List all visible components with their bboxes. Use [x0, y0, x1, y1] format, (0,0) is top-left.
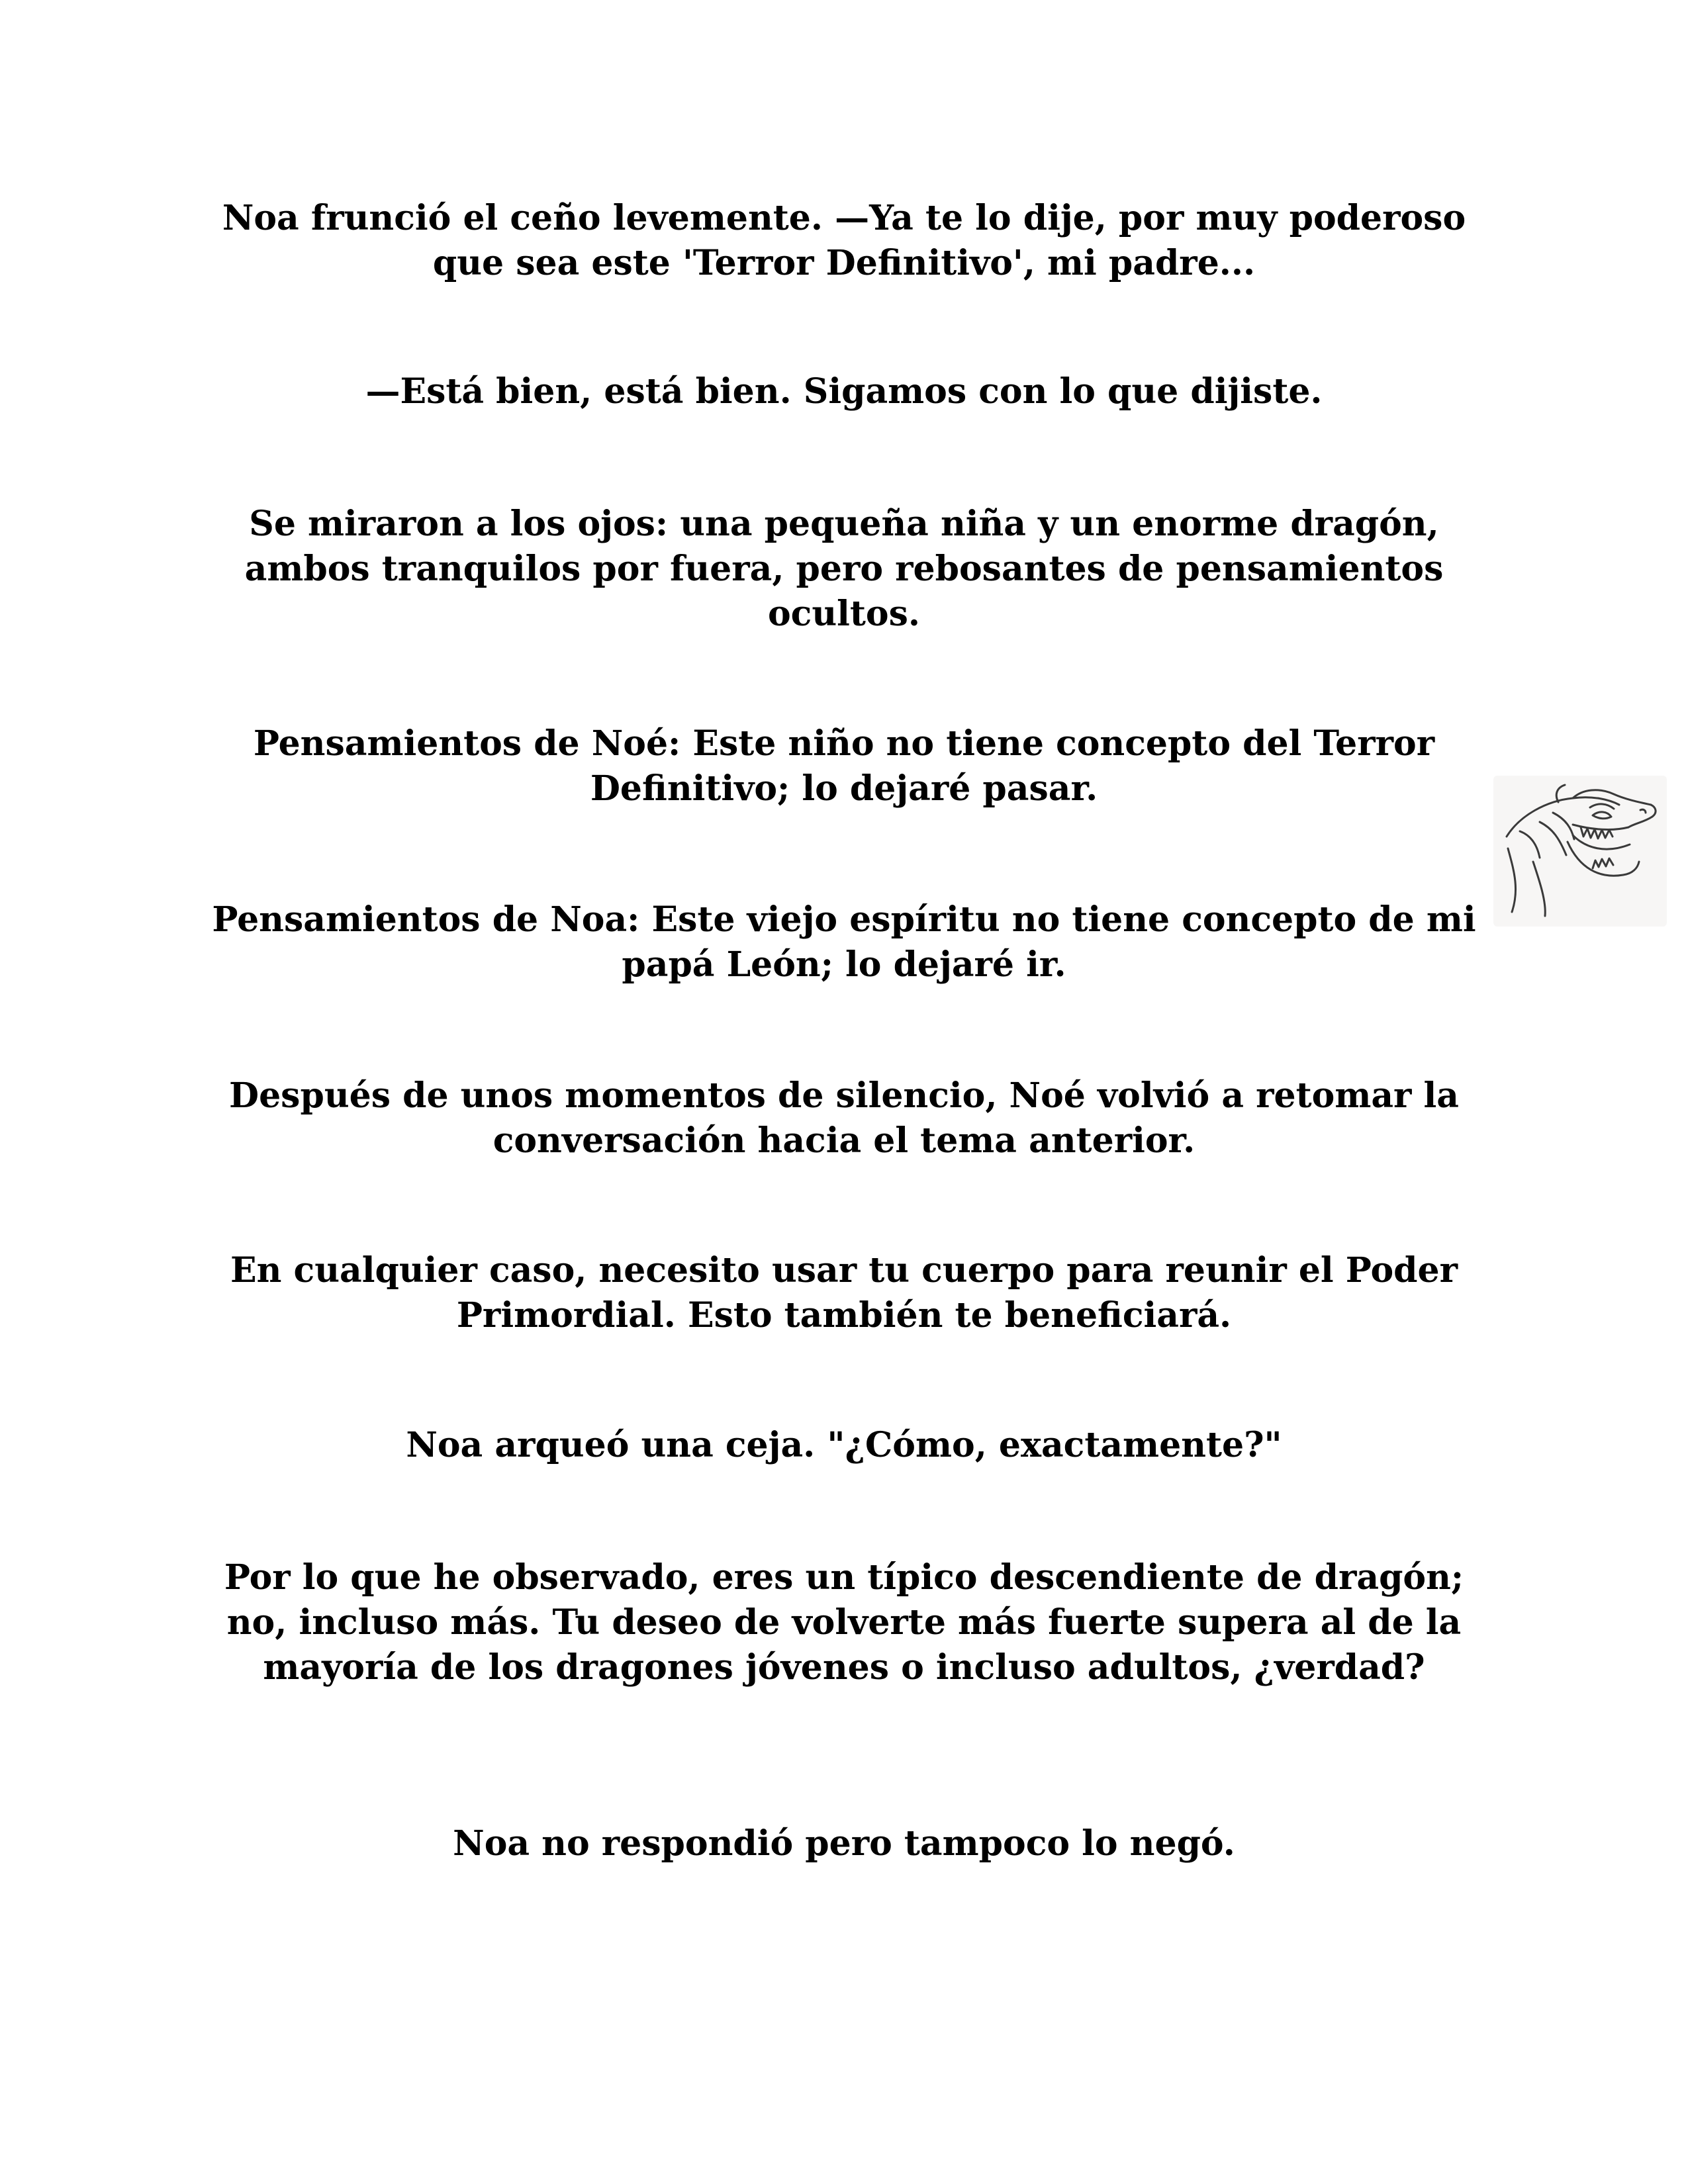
paragraph-5: Pensamientos de Noa: Este viejo espíritu no tiene concepto de mi papá León; lo dejaré ir.	[212, 899, 1476, 985]
paragraph-6: Después de unos momentos de silencio, Noé volvió a retomar la conversación hacia el tema anterior.	[229, 1075, 1459, 1161]
paragraph-9: Por lo que he observado, eres un típico descendiente de dragón; no, incluso más. Tu deseo de volverte más fuerte supera al de la mayoría de los dragones jóvenes o incluso adultos, ¿verdad?	[224, 1557, 1464, 1688]
paragraph-10: Noa no respondió pero tampoco lo negó.	[453, 1823, 1235, 1864]
dragon-head-sketch-icon	[1493, 776, 1667, 927]
paragraph-4: Pensamientos de Noé: Este niño no tiene concepto del Terror Definitivo; lo dejaré pasar.	[253, 723, 1435, 809]
paragraph-1: Noa frunció el ceño levemente. —Ya te lo dije, por muy poderoso que sea este 'Terror Definitivo', mi padre...	[222, 198, 1466, 283]
paragraph-7: En cualquier caso, necesito usar tu cuerpo para reunir el Poder Primordial. Esto también te beneficiará.	[230, 1250, 1458, 1336]
paragraph-3: Se miraron a los ojos: una pequeña niña y un enorme dragón, ambos tranquilos por fuera, pero rebosantes de pensamientos ocultos.	[244, 504, 1444, 634]
paragraph-2: —Está bien, está bien. Sigamos con lo que dijiste.	[365, 371, 1323, 412]
paragraph-8: Noa arqueó una ceja. "¿Cómo, exactamente?"	[406, 1425, 1282, 1465]
